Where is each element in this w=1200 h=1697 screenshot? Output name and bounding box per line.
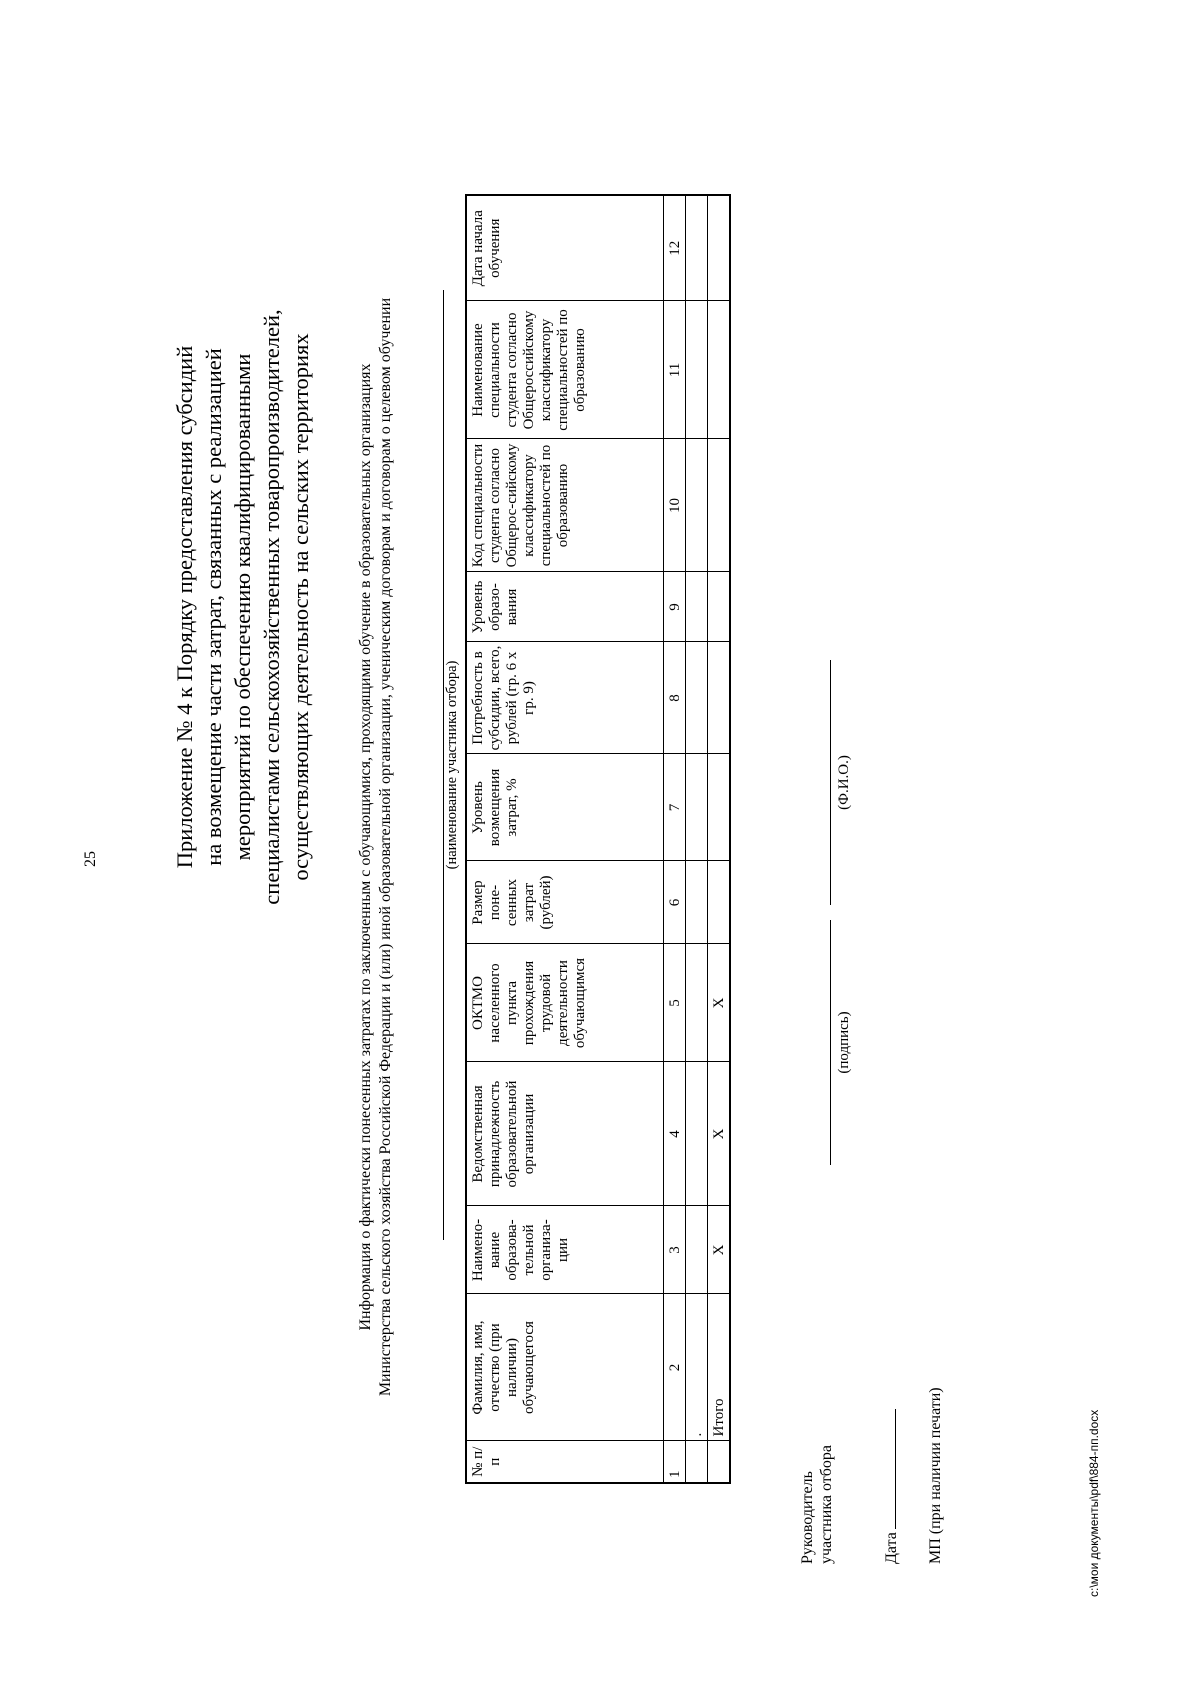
appendix-title-line: осуществляющих деятельность на сельских территориях: [288, 333, 313, 881]
column-number-row: [664, 195, 686, 1483]
signature-line: [830, 920, 831, 1165]
table-cell: [686, 1206, 708, 1294]
appendix-title-line: на возмещение части затрат, связанных с реализацией: [201, 348, 226, 866]
date-label: Дата: [883, 1532, 900, 1564]
date-row: [880, 1409, 901, 1564]
column-header: Наименование специальности студента согласно Общероссийскому классификатору специальностей по образованию: [466, 301, 664, 439]
table-cell: X: [708, 1062, 731, 1206]
table-cell: [686, 754, 708, 861]
costs-table: [465, 194, 731, 1484]
info-heading-line: Информация о фактически понесенных затратах по заключенным с обучающимися, проходящими обучение в образовательных организациях: [357, 363, 374, 1331]
column-number: 2: [664, 1294, 686, 1441]
table-cell: [708, 642, 731, 754]
info-heading: [356, 197, 396, 1497]
column-header: Уровень возмещения затрат, %: [466, 754, 664, 861]
table-header-row: [466, 195, 664, 1483]
name-line: [830, 660, 831, 905]
table-cell: [686, 1441, 708, 1483]
table-cell: [708, 301, 731, 439]
appendix-title-line: мероприятий по обеспечению квалифицированными: [230, 353, 255, 861]
column-header: Дата начала обучения: [466, 195, 664, 301]
signer-label-line: участника отбора: [818, 1444, 835, 1564]
column-number: 9: [664, 572, 686, 642]
date-line: [880, 1409, 896, 1529]
column-number: 6: [664, 861, 686, 944]
column-number: 7: [664, 754, 686, 861]
column-header: Фамилия, имя, отчество (при наличии) обучающегося: [466, 1294, 664, 1441]
column-number: 12: [664, 195, 686, 301]
table-cell: [708, 439, 731, 572]
table-cell: [686, 572, 708, 642]
file-path: c:\мои документы\pdf\884-пп.docx: [1087, 1409, 1101, 1597]
total-label: Итого: [708, 1294, 731, 1441]
stamp-note: МП (при наличии печати): [927, 1387, 944, 1564]
table-cell: .: [686, 1294, 708, 1441]
table-cell: [686, 642, 708, 754]
column-header: Размер поне-сенных затрат (рублей): [466, 861, 664, 944]
column-number: 5: [664, 944, 686, 1062]
signer-label: [798, 1445, 836, 1564]
page-number: 25: [82, 851, 99, 867]
name-caption: (Ф.И.О.): [836, 755, 852, 810]
participant-name-caption: (наименование участника отбора): [444, 660, 460, 870]
column-number: 11: [664, 301, 686, 439]
column-number: 4: [664, 1062, 686, 1206]
column-number: 3: [664, 1206, 686, 1294]
table-row: [686, 195, 708, 1483]
table-cell: [686, 195, 708, 301]
column-header: Код специальности студента согласно Общерос-сийскому классификатору специальностей по образованию: [466, 439, 664, 572]
table-cell: [708, 195, 731, 301]
column-header: № п/п: [466, 1441, 664, 1483]
table-cell: [708, 754, 731, 861]
table-cell: X: [708, 1206, 731, 1294]
table-cell: X: [708, 944, 731, 1062]
column-header: ОКТМО населенного пункта прохождения трудовой деятельности обучающимся: [466, 944, 664, 1062]
table-cell: [686, 944, 708, 1062]
total-row: [708, 195, 731, 1483]
column-number: 1: [664, 1441, 686, 1483]
table-cell: [708, 1441, 731, 1483]
table-cell: [686, 861, 708, 944]
column-header: Ведомственная принадлежность образовательной организации: [466, 1062, 664, 1206]
signer-label-line: Руководитель: [799, 1471, 816, 1564]
appendix-title-line: специалистами сельскохозяйственных товаропроизводителей,: [259, 309, 284, 905]
table-cell: [686, 1062, 708, 1206]
appendix-title-line: Приложение № 4 к Порядку предоставления субсидий: [172, 345, 197, 869]
column-header: Уровень образо-вания: [466, 572, 664, 642]
info-heading-line: Министерства сельского хозяйства Российской Федерации и (или) иной образовательной организации, ученическим договорам и договорам о целевом обучении: [377, 297, 394, 1397]
table-cell: [708, 572, 731, 642]
table-cell: [686, 439, 708, 572]
signature-caption: (подпись): [836, 1011, 852, 1074]
appendix-title: [170, 297, 315, 917]
table-cell: [686, 301, 708, 439]
column-number: 8: [664, 642, 686, 754]
column-number: 10: [664, 439, 686, 572]
column-header: Потребность в субсидии, всего, рублей (гр. 6 х гр. 9): [466, 642, 664, 754]
column-header: Наимено-вание образова-тельной организа-ции: [466, 1206, 664, 1294]
table-cell: [708, 861, 731, 944]
